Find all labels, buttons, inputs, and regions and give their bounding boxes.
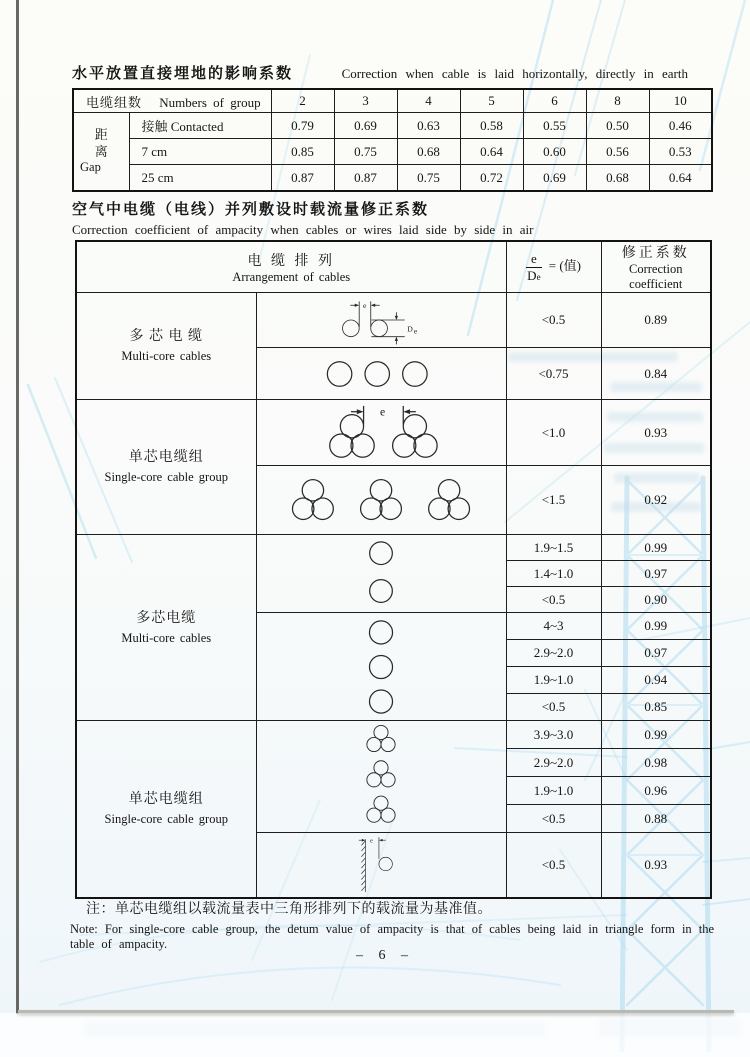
coefficient-cell: 0.93 (601, 400, 711, 466)
ratio-cell: 1.9~1.0 (506, 667, 601, 694)
coefficient-cell: 0.94 (601, 667, 711, 694)
ratio-cell: 1.9~1.0 (506, 777, 601, 805)
arrangement-header-en: Arrangement of cables (232, 269, 351, 284)
ratio-cell: <0.5 (506, 587, 601, 613)
section2-title (72, 198, 712, 238)
coefficient-cell: 0.99 (601, 535, 711, 561)
gap-side-label (73, 113, 129, 192)
group-label-zh: 多芯电缆 (136, 610, 197, 626)
group-count-header: 4 (397, 89, 460, 113)
note-en: Note: For single-core cable group, the detum value of ampacity is that of cables being laid in triangle form in the table of ampacity. (70, 922, 715, 951)
arrangement-header-zh: 电 缆 排 列 (247, 253, 335, 269)
gap-label-zh-top: 距 (94, 127, 108, 143)
diagram-three-triangle-groups-vertical (256, 721, 506, 833)
coefficient-cell: 0.97 (601, 640, 711, 667)
scan-page-left-edge (16, 0, 19, 1014)
group-label-en: Single-core cable group (104, 811, 228, 826)
group-label-singlecore-2 (76, 721, 256, 898)
table-cell: 0.87 (334, 165, 397, 192)
section1-title-zh: 水平放置直接埋地的影响系数 (72, 66, 294, 82)
table-cell: 0.55 (523, 113, 586, 139)
arrangement-header (76, 241, 506, 293)
ratio-cell: 4~3 (506, 613, 601, 640)
table-cell: 0.63 (397, 113, 460, 139)
diagram-two-cables-horizontal (256, 293, 506, 348)
table-row (73, 89, 712, 113)
table-row (76, 400, 711, 466)
ratio-cell: 2.9~2.0 (506, 640, 601, 667)
table-cell: 0.75 (397, 165, 460, 192)
group-count-header: 6 (523, 89, 586, 113)
table-cell: 0.75 (334, 139, 397, 165)
table-cell: 0.60 (523, 139, 586, 165)
note-zh: 注：单芯电缆组以载流量表中三角形排列下的载流量为基准值。 (86, 902, 492, 917)
group-count-header: 3 (334, 89, 397, 113)
e-over-de-fraction (526, 252, 542, 282)
e-dimension-label: e (380, 405, 386, 419)
group-label-en: Multi-core cables (121, 349, 212, 364)
gap-label-en: Gap (80, 159, 101, 174)
header-label-zh: 电缆组数 (86, 94, 143, 110)
table-row (76, 535, 711, 561)
section2-title-en: Correction coefficient of ampacity when cables or wires laid side by side in air (72, 222, 534, 237)
group-label-multicore-2 (76, 535, 256, 721)
ratio-cell: <0.5 (506, 805, 601, 833)
diagram-two-triangle-groups (256, 400, 506, 466)
coefficient-cell: 0.96 (601, 777, 711, 805)
ratio-cell: <1.5 (506, 466, 601, 535)
section2-title-zh: 空气中电缆（电线）并列敷设时载流量修正系数 (72, 202, 430, 218)
scan-page-bottom-edge (18, 1010, 734, 1013)
de-dimension-label: D (407, 324, 413, 334)
coefficient-header-en: Correction coefficient (629, 262, 683, 291)
scan-backdrop (0, 1013, 750, 1057)
table-cell: 0.79 (271, 113, 334, 139)
row-label: 25 cm (129, 165, 271, 192)
row-label: 接触 Contacted (129, 113, 271, 139)
table-cell: 0.69 (523, 165, 586, 192)
de-dimension-sub: e (413, 326, 418, 336)
group-count-header: 5 (460, 89, 523, 113)
table-row (76, 293, 711, 348)
den-sub: e (536, 271, 541, 282)
ratio-cell: 1.4~1.0 (506, 561, 601, 587)
diagram-two-cables-vertical (256, 535, 506, 613)
coefficient-cell: 0.92 (601, 466, 711, 535)
ratio-cell: 1.9~1.5 (506, 535, 601, 561)
table-cell: 0.72 (460, 165, 523, 192)
coefficient-cell: 0.89 (601, 293, 711, 348)
coefficient-cell: 0.90 (601, 587, 711, 613)
diagram-three-triangle-groups (256, 466, 506, 535)
table-cell: 0.53 (649, 139, 712, 165)
table-row (76, 241, 711, 293)
table1-header-label (73, 89, 271, 113)
coefficient-cell: 0.85 (601, 694, 711, 721)
coefficient-cell: 0.84 (601, 348, 711, 400)
table-cell: 0.87 (271, 165, 334, 192)
table-cell: 0.69 (334, 113, 397, 139)
table-row (76, 721, 711, 749)
table-cell: 0.56 (586, 139, 649, 165)
table-row (73, 139, 712, 165)
fraction-denominator (526, 268, 542, 283)
group-label-zh: 多 芯 电 缆 (129, 329, 203, 345)
coefficient-cell: 0.93 (601, 833, 711, 898)
row-label: 7 cm (129, 139, 271, 165)
coefficient-cell: 0.99 (601, 721, 711, 749)
table-cell: 0.50 (586, 113, 649, 139)
ratio-cell: 3.9~3.0 (506, 721, 601, 749)
section1-title-en: Correction when cable is laid horizontally, directly in earth (341, 66, 688, 81)
coefficient-cell: 0.88 (601, 805, 711, 833)
coefficient-cell: 0.99 (601, 613, 711, 640)
ratio-cell: <0.5 (506, 293, 601, 348)
table-cell: 0.64 (649, 165, 712, 192)
header-label-en: Numbers of group (159, 94, 261, 110)
table-row (73, 113, 712, 139)
group-label-multicore-1 (76, 293, 256, 400)
coefficient-cell: 0.98 (601, 749, 711, 777)
group-label-zh: 单芯电缆组 (128, 450, 204, 466)
ratio-cell: <0.5 (506, 694, 601, 721)
group-label-en: Single-core cable group (104, 470, 228, 485)
group-count-header: 10 (649, 89, 712, 113)
table-cell: 0.64 (460, 139, 523, 165)
ratio-equals-value: = (值) (548, 257, 582, 273)
ratio-cell: <0.75 (506, 348, 601, 400)
group-label-en: Multi-core cables (121, 630, 212, 645)
den-main: D (527, 267, 537, 283)
table-cell: 0.58 (460, 113, 523, 139)
group-label-zh: 单芯电缆组 (128, 791, 204, 807)
table-cell: 0.68 (397, 139, 460, 165)
group-count-header: 2 (271, 89, 334, 113)
ratio-cell: <1.0 (506, 400, 601, 466)
table-cell: 0.68 (586, 165, 649, 192)
gap-label-zh-bottom: 离 (94, 143, 108, 159)
ratio-cell: 2.9~2.0 (506, 749, 601, 777)
table-cell: 0.85 (271, 139, 334, 165)
e-dimension-label: e (363, 300, 367, 310)
group-label-singlecore-1 (76, 400, 256, 535)
table-cell: 0.46 (649, 113, 712, 139)
table-row (73, 165, 712, 192)
earth-laying-correction-table (72, 88, 713, 192)
coefficient-header (601, 241, 711, 293)
page-number: – 6 – (356, 948, 414, 963)
e-dimension-label: e (370, 837, 373, 845)
air-laying-correction-table (75, 240, 712, 899)
fraction-numerator: e (526, 252, 542, 268)
group-count-header: 8 (586, 89, 649, 113)
ratio-header (506, 241, 601, 293)
coefficient-header-zh: 修正系数 (621, 246, 690, 261)
diagram-three-cables-vertical (256, 613, 506, 721)
coefficient-cell: 0.97 (601, 561, 711, 587)
diagram-three-cables-horizontal (256, 348, 506, 400)
ratio-cell: <0.5 (506, 833, 601, 898)
diagram-cable-beside-wall (256, 833, 506, 898)
section1-title (72, 62, 688, 83)
